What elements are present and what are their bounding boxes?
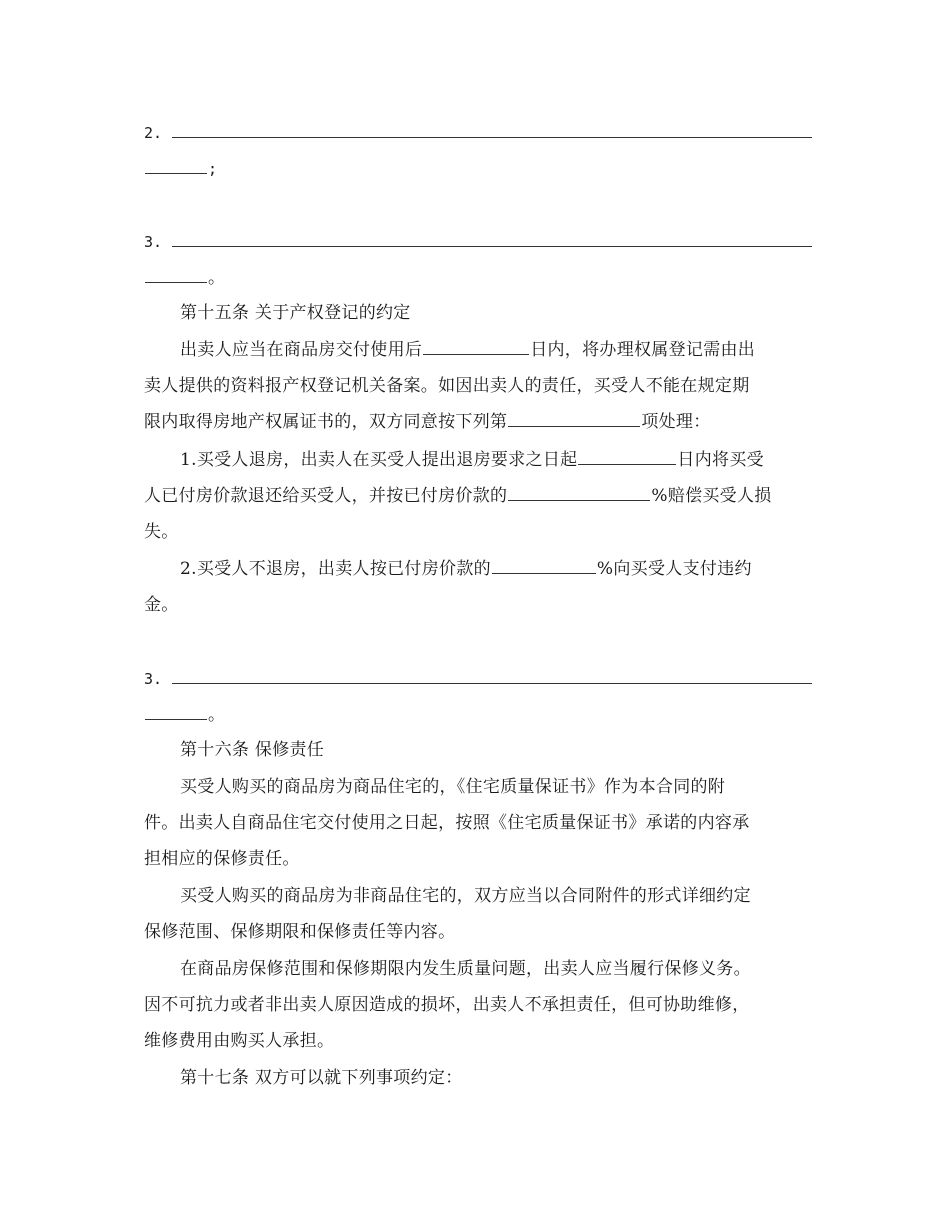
article-16-para1-line1 xyxy=(180,775,814,799)
article-17-title xyxy=(180,1066,814,1090)
text: 日内，将办理权属登记需由出 xyxy=(530,340,756,360)
text: 担相应的保修责任。 xyxy=(144,849,300,869)
fill-in-blank-days[interactable] xyxy=(423,340,529,355)
heading-text: 第十七条 双方可以就下列事项约定： xyxy=(180,1068,463,1088)
fill-in-blank-option[interactable] xyxy=(508,412,640,427)
article-15-para-line3 xyxy=(144,410,814,434)
fill-in-blank[interactable] xyxy=(145,159,207,174)
fill-in-blank-percent[interactable] xyxy=(492,559,596,574)
blank-option-3-line2 xyxy=(144,703,814,727)
item-number: 3. xyxy=(144,670,172,688)
text: 日内将买受 xyxy=(677,450,764,470)
article-15-para-line2 xyxy=(144,374,814,398)
heading-text: 第十六条 保修责任 xyxy=(180,740,325,760)
text: 在商品房保修范围和保修期限内发生质量问题，出卖人应当履行保修义务。 xyxy=(180,959,751,979)
article-16-para3-line1 xyxy=(180,957,814,981)
fill-in-blank[interactable] xyxy=(172,123,812,138)
text: %赔偿买受人损 xyxy=(651,486,772,506)
punctuation: 。 xyxy=(208,705,226,725)
article-16-para3-line2 xyxy=(144,993,814,1017)
blank-item-3-line2 xyxy=(144,266,814,290)
article-16-para1-line3 xyxy=(144,847,814,871)
fill-in-blank-percent[interactable] xyxy=(508,486,650,501)
article-15-title xyxy=(180,301,814,325)
article-16-para2-line1 xyxy=(180,884,814,908)
text: 买受人购买的商品房为非商品住宅的，双方应当以合同附件的形式详细约定 xyxy=(180,886,751,906)
item-number: 2. xyxy=(144,124,172,142)
text: 买受人购买的商品房为商品住宅的，《住宅质量保证书》作为本合同的附 xyxy=(180,777,726,797)
blank-item-2-line2 xyxy=(144,157,814,181)
article-16-title xyxy=(180,738,814,762)
text: 件。出卖人自商品住宅交付使用之日起，按照《住宅质量保证书》承诺的内容承 xyxy=(144,813,750,833)
article-16-para3-line3 xyxy=(144,1029,814,1053)
blank-option-3-line1 xyxy=(144,667,814,691)
option-1-line2 xyxy=(144,484,814,508)
article-16-para1-line2 xyxy=(144,811,814,835)
fill-in-blank[interactable] xyxy=(145,705,207,720)
text: 出卖人应当在商品房交付使用后 xyxy=(180,340,423,360)
option-2-line1 xyxy=(180,557,814,581)
fill-in-blank[interactable] xyxy=(172,232,812,247)
text: 项处理： xyxy=(641,412,711,432)
text: 1.买受人退房，出卖人在买受人提出退房要求之日起 xyxy=(180,450,578,470)
text: 2.买受人不退房，出卖人按已付房价款的 xyxy=(180,559,491,579)
punctuation: 。 xyxy=(208,268,226,288)
blank-item-2-line1 xyxy=(144,121,814,145)
option-1-line1 xyxy=(180,448,814,472)
text: 金。 xyxy=(144,595,179,615)
heading-text: 第十五条 关于产权登记的约定 xyxy=(180,303,411,323)
fill-in-blank[interactable] xyxy=(145,268,207,283)
text: 维修费用由购买人承担。 xyxy=(144,1031,335,1051)
article-16-para2-line2 xyxy=(144,920,814,944)
blank-item-3-line1 xyxy=(144,230,814,254)
text: 人已付房价款退还给买受人，并按已付房价款的 xyxy=(144,486,508,506)
fill-in-blank-days[interactable] xyxy=(578,450,676,465)
text: %向买受人支付违约 xyxy=(596,559,752,579)
article-15-para-line1 xyxy=(180,338,814,362)
option-2-line2 xyxy=(144,593,814,617)
text: 限内取得房地产权属证书的，双方同意按下列第 xyxy=(144,412,508,432)
option-1-line3 xyxy=(144,520,814,544)
punctuation: ; xyxy=(208,160,218,178)
text: 保修范围、保修期限和保修责任等内容。 xyxy=(144,922,456,942)
text: 因不可抗力或者非出卖人原因造成的损坏，出卖人不承担责任，但可协助维修， xyxy=(144,995,750,1015)
text: 卖人提供的资料报产权登记机关备案。如因出卖人的责任，买受人不能在规定期 xyxy=(144,376,750,396)
fill-in-blank[interactable] xyxy=(172,669,812,684)
item-number: 3. xyxy=(144,233,172,251)
text: 失。 xyxy=(144,522,179,542)
